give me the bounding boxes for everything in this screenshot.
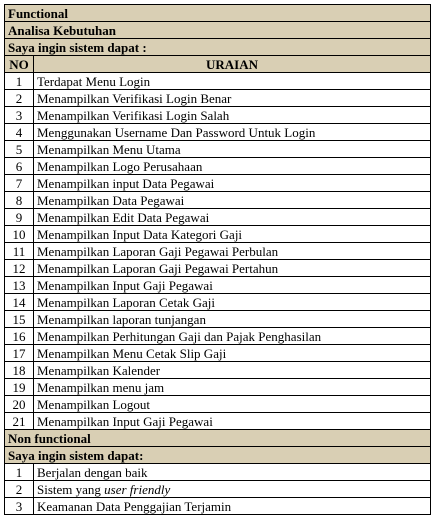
row-description: Berjalan dengan baik (34, 464, 431, 481)
row-description: Menampilkan input Data Pegawai (34, 175, 431, 192)
row-description: Menampilkan Verifikasi Login Benar (34, 90, 431, 107)
row-number: 17 (5, 345, 34, 362)
row-description: Menampilkan Laporan Gaji Pegawai Perbulan (34, 243, 431, 260)
table-row (5, 345, 431, 362)
table-row (5, 481, 431, 498)
row-description: Menampilkan Input Gaji Pegawai (34, 277, 431, 294)
row-number: 16 (5, 328, 34, 345)
intro-non-functional-heading: Saya ingin sistem dapat: (5, 447, 431, 464)
table-row (5, 413, 431, 430)
analisa-kebutuhan-heading: Analisa Kebutuhan (5, 22, 431, 39)
row-description: Menampilkan Kalender (34, 362, 431, 379)
intro-functional-row (5, 39, 431, 56)
intro-non-functional-row (5, 447, 431, 464)
row-number: 6 (5, 158, 34, 175)
functional-heading: Functional (5, 5, 431, 22)
row-number: 20 (5, 396, 34, 413)
row-description: Menampilkan Edit Data Pegawai (34, 209, 431, 226)
table-row (5, 464, 431, 481)
row-description: Menampilkan laporan tunjangan (34, 311, 431, 328)
row-number: 4 (5, 124, 34, 141)
table-row (5, 141, 431, 158)
table-row (5, 243, 431, 260)
table-row (5, 328, 431, 345)
row-description (34, 481, 431, 498)
row-description: Menampilkan Menu Cetak Slip Gaji (34, 345, 431, 362)
row-number: 15 (5, 311, 34, 328)
intro-functional-heading: Saya ingin sistem dapat : (5, 39, 431, 56)
column-header-row (5, 56, 431, 73)
table-row (5, 209, 431, 226)
row-description: Keamanan Data Penggajian Terjamin (34, 498, 431, 515)
row-number: 2 (5, 90, 34, 107)
row-number: 5 (5, 141, 34, 158)
row-number: 1 (5, 464, 34, 481)
table-row (5, 73, 431, 90)
requirements-table (4, 4, 431, 515)
row-number: 3 (5, 107, 34, 124)
table-row (5, 90, 431, 107)
requirements-document (4, 4, 431, 515)
row-description: Menampilkan Laporan Gaji Pegawai Pertahun (34, 260, 431, 277)
non-functional-heading: Non functional (5, 430, 431, 447)
row-number: 8 (5, 192, 34, 209)
row-description: Menggunakan Username Dan Password Untuk Login (34, 124, 431, 141)
row-description: Menampilkan Logout (34, 396, 431, 413)
row-number: 7 (5, 175, 34, 192)
table-row (5, 498, 431, 515)
row-number: 14 (5, 294, 34, 311)
column-header-uraian: URAIAN (34, 56, 431, 73)
row-number: 21 (5, 413, 34, 430)
table-row (5, 396, 431, 413)
row-description: Menampilkan menu jam (34, 379, 431, 396)
row-number: 9 (5, 209, 34, 226)
row-description: Menampilkan Input Gaji Pegawai (34, 413, 431, 430)
table-row (5, 175, 431, 192)
row-description: Menampilkan Verifikasi Login Salah (34, 107, 431, 124)
table-row (5, 379, 431, 396)
row-number: 3 (5, 498, 34, 515)
table-row (5, 107, 431, 124)
analisa-row (5, 22, 431, 39)
row-number: 13 (5, 277, 34, 294)
row-description: Terdapat Menu Login (34, 73, 431, 90)
row-number: 10 (5, 226, 34, 243)
column-header-no: NO (5, 56, 34, 73)
row-description: Menampilkan Input Data Kategori Gaji (34, 226, 431, 243)
row-description: Menampilkan Laporan Cetak Gaji (34, 294, 431, 311)
table-row (5, 311, 431, 328)
row-description: Menampilkan Perhitungan Gaji dan Pajak Penghasilan (34, 328, 431, 345)
table-row (5, 260, 431, 277)
requirements-table-body (5, 5, 431, 515)
row-number: 18 (5, 362, 34, 379)
row-number: 1 (5, 73, 34, 90)
row-number: 2 (5, 481, 34, 498)
table-row (5, 362, 431, 379)
row-number: 11 (5, 243, 34, 260)
table-row (5, 158, 431, 175)
non-functional-row (5, 430, 431, 447)
table-row (5, 277, 431, 294)
row-description: Menampilkan Data Pegawai (34, 192, 431, 209)
row-description: Menampilkan Logo Perusahaan (34, 158, 431, 175)
row-description-italic: user friendly (104, 481, 171, 497)
table-row (5, 294, 431, 311)
row-number: 12 (5, 260, 34, 277)
row-description: Menampilkan Menu Utama (34, 141, 431, 158)
table-row (5, 226, 431, 243)
table-row (5, 192, 431, 209)
row-number: 19 (5, 379, 34, 396)
table-row (5, 124, 431, 141)
functional-row (5, 5, 431, 22)
row-description-prefix: Sistem yang (37, 481, 105, 497)
